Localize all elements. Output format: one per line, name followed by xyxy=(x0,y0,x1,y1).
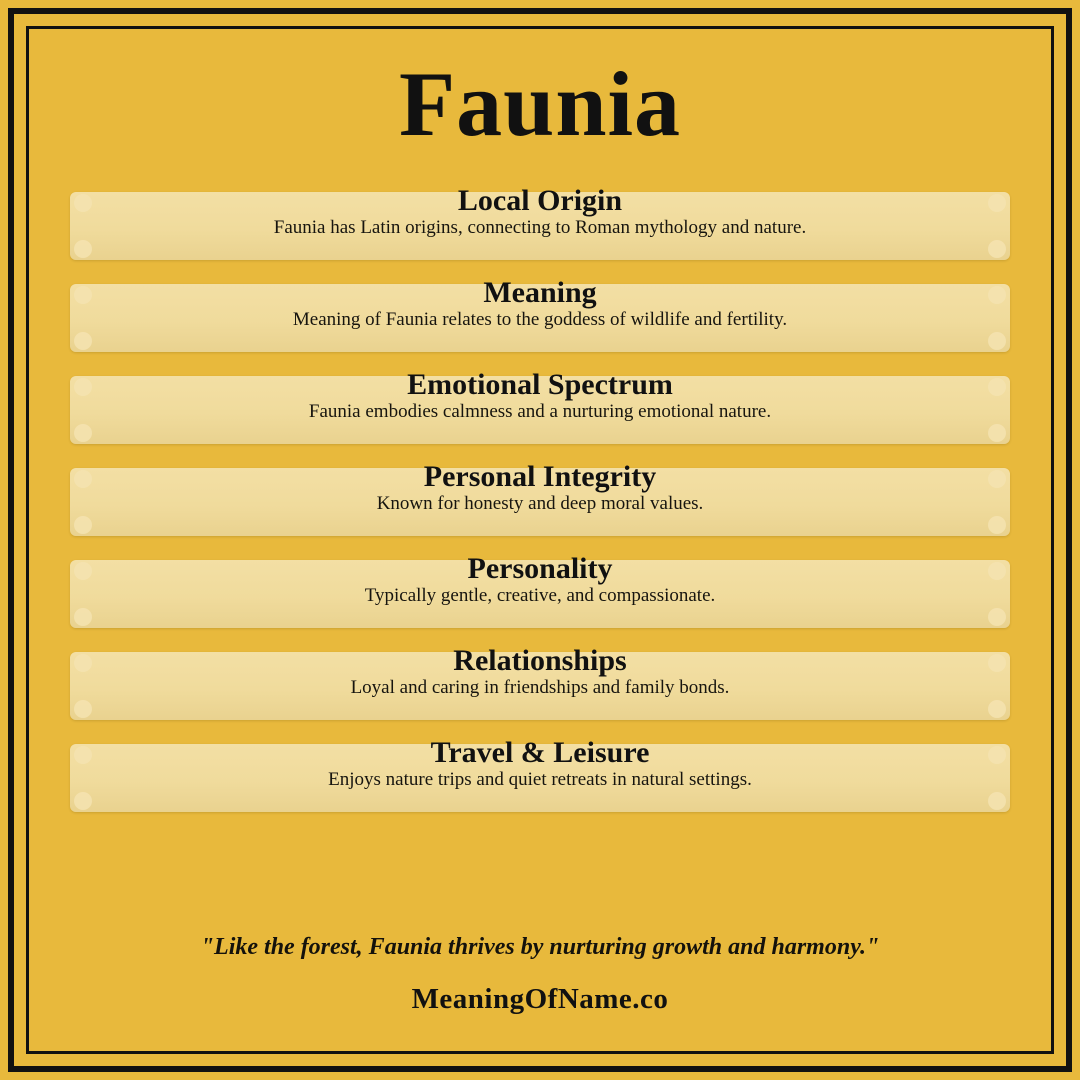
section-description: Loyal and caring in friendships and family bonds. xyxy=(350,676,730,698)
bar-pin-icon xyxy=(988,332,1006,350)
bar-pin-icon xyxy=(74,240,92,258)
section-heading: Personal Integrity xyxy=(423,460,657,493)
bar-pin-icon xyxy=(988,792,1006,810)
section-row xyxy=(70,460,1010,544)
section-heading: Local Origin xyxy=(457,184,623,217)
section-description: Enjoys nature trips and quiet retreats in natural settings. xyxy=(328,768,752,790)
section-row xyxy=(70,368,1010,452)
section-description: Known for honesty and deep moral values. xyxy=(376,492,704,514)
section-heading: Meaning xyxy=(483,276,597,309)
page-title: Faunia xyxy=(398,53,682,155)
bar-pin-icon xyxy=(988,700,1006,718)
brand-name: MeaningOfName.co xyxy=(411,983,669,1015)
section-row xyxy=(70,276,1010,360)
bar-pin-icon xyxy=(988,424,1006,442)
bar-pin-icon xyxy=(74,424,92,442)
section-description: Typically gentle, creative, and compassionate. xyxy=(364,584,716,606)
section-description: Faunia has Latin origins, connecting to Roman mythology and nature. xyxy=(273,216,807,238)
bar-pin-icon xyxy=(74,516,92,534)
footer-quote: "Like the forest, Faunia thrives by nurturing growth and harmony." xyxy=(200,934,880,960)
section-heading: Relationships xyxy=(453,644,627,677)
section-heading: Emotional Spectrum xyxy=(407,368,673,401)
bar-pin-icon xyxy=(74,608,92,626)
bar-pin-icon xyxy=(74,700,92,718)
bar-pin-icon xyxy=(988,516,1006,534)
section-row xyxy=(70,736,1010,820)
card-content xyxy=(40,40,1040,1040)
section-row xyxy=(70,184,1010,268)
section-description: Meaning of Faunia relates to the goddess of wildlife and fertility. xyxy=(292,308,788,330)
bar-pin-icon xyxy=(988,240,1006,258)
bar-pin-icon xyxy=(74,792,92,810)
section-heading: Travel & Leisure xyxy=(430,736,650,769)
bar-pin-icon xyxy=(988,608,1006,626)
bar-pin-icon xyxy=(74,332,92,350)
section-description: Faunia embodies calmness and a nurturing emotional nature. xyxy=(308,400,772,422)
section-row xyxy=(70,552,1010,636)
sections-list xyxy=(40,184,1040,820)
card-footer xyxy=(40,934,1040,1016)
section-row xyxy=(70,644,1010,728)
section-heading: Personality xyxy=(467,552,613,585)
